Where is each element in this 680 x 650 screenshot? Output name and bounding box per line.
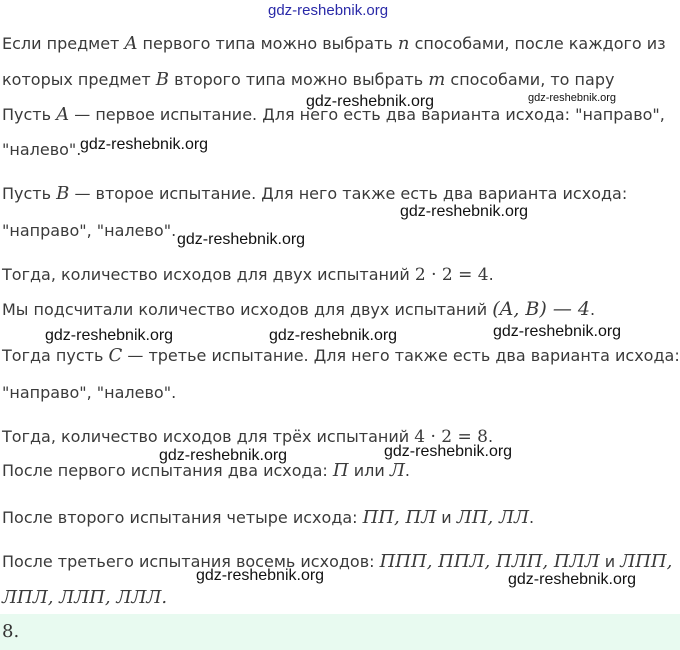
text: Если предмет bbox=[2, 34, 125, 53]
math: ППП, ППЛ, ПЛП, ПЛЛ bbox=[379, 551, 600, 572]
watermark: gdz-reshebnik.org bbox=[306, 93, 435, 110]
text: . bbox=[529, 508, 535, 527]
math: A bbox=[124, 33, 138, 54]
watermark: gdz-reshebnik.org bbox=[508, 571, 637, 588]
math: ЛПП, bbox=[620, 551, 673, 572]
watermark: gdz-reshebnik.org bbox=[400, 203, 529, 220]
text: Тогда, количество исходов для двух испытаний bbox=[2, 265, 415, 284]
text: второго типа можно выбрать bbox=[168, 70, 429, 89]
math: Л bbox=[389, 460, 405, 481]
watermark-top: gdz-reshebnik.org bbox=[268, 2, 389, 19]
text: . bbox=[488, 265, 494, 284]
text-line-7 bbox=[2, 265, 494, 285]
watermark: gdz-reshebnik.org bbox=[493, 323, 622, 340]
text-line-14 bbox=[2, 552, 672, 572]
text: Пусть bbox=[2, 105, 57, 124]
text-line-13 bbox=[2, 508, 534, 528]
text-line-15 bbox=[2, 588, 167, 608]
text: первого типа можно выбрать bbox=[137, 34, 398, 53]
answer-box bbox=[0, 614, 680, 650]
text-line-10 bbox=[2, 383, 176, 403]
text: способами, то пару bbox=[445, 70, 615, 89]
text: способами, после каждого из bbox=[409, 34, 666, 53]
text: и bbox=[436, 508, 457, 527]
watermark: gdz-reshebnik.org bbox=[269, 327, 398, 344]
text: После первого испытания два исхода: bbox=[2, 461, 333, 480]
text: . bbox=[487, 427, 494, 446]
math: A bbox=[56, 104, 70, 125]
text: и bbox=[599, 552, 621, 571]
text: или bbox=[348, 461, 390, 480]
math: B bbox=[56, 183, 70, 204]
text-line-1 bbox=[2, 34, 666, 54]
text: Тогда, количество исходов для трёх испытаний bbox=[2, 427, 415, 446]
text: — первое испытание. Для него есть два варианта исхода: "направо", bbox=[69, 105, 665, 124]
text-line-4 bbox=[2, 140, 81, 160]
math: ЛПЛ, ЛЛП, ЛЛЛ. bbox=[2, 587, 168, 608]
text: — третье испытание. Для него также есть два варианта исхода: bbox=[122, 346, 680, 365]
watermark: gdz-reshebnik.org bbox=[528, 92, 617, 104]
text: "налево". bbox=[2, 140, 82, 159]
answer-value: 8. bbox=[2, 621, 20, 642]
text: Пусть bbox=[2, 184, 57, 203]
watermark: gdz-reshebnik.org bbox=[80, 136, 209, 153]
math: B bbox=[155, 69, 169, 90]
watermark: gdz-reshebnik.org bbox=[45, 327, 174, 344]
text-line-5 bbox=[2, 184, 627, 204]
math: ЛП, ЛЛ bbox=[456, 507, 529, 528]
math: C bbox=[108, 345, 123, 366]
math: m bbox=[428, 69, 446, 90]
text: Мы подсчитали количество исходов для двух испытаний bbox=[2, 300, 493, 319]
text: . bbox=[404, 461, 410, 480]
watermark: gdz-reshebnik.org bbox=[177, 231, 306, 248]
text-line-9 bbox=[2, 346, 680, 366]
text: После третьего испытания восемь исходов: bbox=[2, 552, 380, 571]
watermark: gdz-reshebnik.org bbox=[159, 447, 288, 464]
text: . bbox=[589, 300, 596, 319]
text: "направо", "налево". bbox=[2, 221, 177, 240]
text-line-8 bbox=[2, 299, 595, 320]
text: Тогда пусть bbox=[2, 346, 109, 365]
text-line-6 bbox=[2, 221, 176, 241]
math: 4 · 2 = 8 bbox=[414, 427, 488, 447]
math: 2 · 2 = 4 bbox=[414, 265, 489, 285]
math: ПП, ПЛ bbox=[362, 507, 437, 528]
watermark: gdz-reshebnik.org bbox=[196, 567, 325, 584]
watermark: gdz-reshebnik.org bbox=[384, 443, 513, 460]
text: После второго испытания четыре исхода: bbox=[2, 508, 363, 527]
text: "направо", "налево". bbox=[2, 383, 177, 402]
text: — второе испытание. Для него также есть два варианта исхода: bbox=[69, 184, 628, 203]
math: (A, B) — 4 bbox=[492, 298, 590, 320]
text: которых предмет bbox=[2, 70, 156, 89]
text-line-2 bbox=[2, 70, 614, 90]
math: П bbox=[332, 460, 349, 481]
math: n bbox=[397, 33, 410, 54]
